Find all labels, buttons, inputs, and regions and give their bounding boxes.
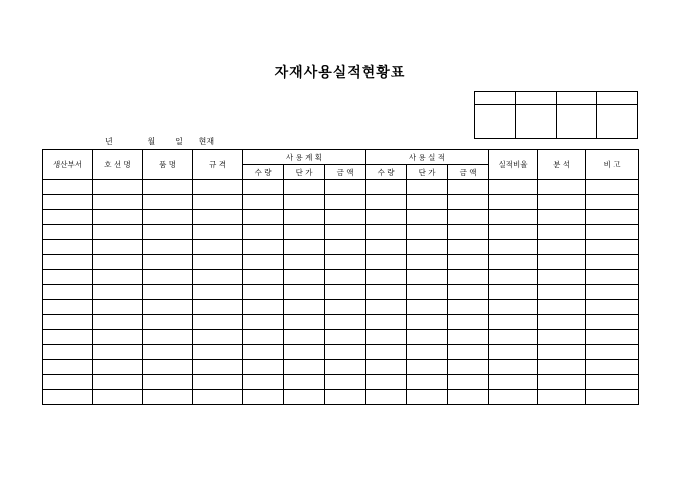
table-cell[interactable] <box>143 255 193 270</box>
table-cell[interactable] <box>325 345 366 360</box>
table-cell[interactable] <box>448 360 489 375</box>
table-row <box>43 255 639 270</box>
table-cell[interactable] <box>366 375 407 390</box>
table-cell[interactable] <box>366 360 407 375</box>
table-cell[interactable] <box>193 180 243 195</box>
table-cell[interactable] <box>325 315 366 330</box>
table-cell[interactable] <box>143 180 193 195</box>
table-cell[interactable] <box>193 360 243 375</box>
table-cell[interactable] <box>284 315 325 330</box>
table-cell[interactable] <box>489 195 538 210</box>
table-cell[interactable] <box>538 210 586 225</box>
table-cell[interactable] <box>538 315 586 330</box>
table-cell[interactable] <box>538 285 586 300</box>
table-cell[interactable] <box>325 375 366 390</box>
table-cell[interactable] <box>243 285 284 300</box>
table-cell[interactable] <box>489 285 538 300</box>
table-cell[interactable] <box>366 330 407 345</box>
table-cell[interactable] <box>538 255 586 270</box>
table-cell[interactable] <box>325 210 366 225</box>
table-cell[interactable] <box>284 375 325 390</box>
subheader-actual-qty: 수 량 <box>366 165 407 180</box>
table-cell[interactable] <box>284 225 325 240</box>
table-cell[interactable] <box>407 315 448 330</box>
table-cell[interactable] <box>448 375 489 390</box>
table-cell[interactable] <box>407 195 448 210</box>
table-cell[interactable] <box>489 360 538 375</box>
table-cell[interactable] <box>193 255 243 270</box>
table-cell[interactable] <box>193 375 243 390</box>
table-cell[interactable] <box>325 285 366 300</box>
table-cell[interactable] <box>366 225 407 240</box>
usage-table <box>42 149 639 405</box>
table-cell[interactable] <box>366 195 407 210</box>
table-cell[interactable] <box>586 180 639 195</box>
table-cell[interactable] <box>93 360 143 375</box>
table-cell[interactable] <box>489 375 538 390</box>
day-label: 일 <box>175 137 183 146</box>
table-cell[interactable] <box>143 270 193 285</box>
table-cell[interactable] <box>143 375 193 390</box>
table-cell[interactable] <box>366 240 407 255</box>
table-cell[interactable] <box>93 210 143 225</box>
table-cell[interactable] <box>93 315 143 330</box>
table-cell[interactable] <box>93 225 143 240</box>
table-cell[interactable] <box>143 390 193 405</box>
table-cell[interactable] <box>325 195 366 210</box>
table-cell[interactable] <box>489 240 538 255</box>
table-cell[interactable] <box>538 240 586 255</box>
table-cell[interactable] <box>489 180 538 195</box>
approval-sign-cell[interactable] <box>597 105 638 139</box>
table-cell[interactable] <box>284 345 325 360</box>
table-cell[interactable] <box>243 210 284 225</box>
table-cell[interactable] <box>407 180 448 195</box>
table-cell[interactable] <box>325 360 366 375</box>
table-cell[interactable] <box>93 390 143 405</box>
table-cell[interactable] <box>586 360 639 375</box>
table-cell[interactable] <box>243 240 284 255</box>
table-cell[interactable] <box>325 270 366 285</box>
table-cell[interactable] <box>284 180 325 195</box>
table-cell[interactable] <box>93 285 143 300</box>
table-cell[interactable] <box>143 300 193 315</box>
table-cell[interactable] <box>407 270 448 285</box>
table-row <box>43 285 639 300</box>
header-remarks: 비 고 <box>586 150 639 180</box>
table-cell[interactable] <box>448 270 489 285</box>
table-cell[interactable] <box>325 240 366 255</box>
table-cell[interactable] <box>586 285 639 300</box>
date-line <box>105 136 214 147</box>
table-cell[interactable] <box>43 285 93 300</box>
table-cell[interactable] <box>407 300 448 315</box>
table-cell[interactable] <box>325 300 366 315</box>
table-cell[interactable] <box>43 360 93 375</box>
table-cell[interactable] <box>586 210 639 225</box>
table-row <box>43 195 639 210</box>
table-cell[interactable] <box>43 255 93 270</box>
table-cell[interactable] <box>43 210 93 225</box>
table-cell[interactable] <box>586 225 639 240</box>
table-cell[interactable] <box>193 315 243 330</box>
table-cell[interactable] <box>43 375 93 390</box>
table-cell[interactable] <box>284 270 325 285</box>
table-cell[interactable] <box>586 300 639 315</box>
table-cell[interactable] <box>489 300 538 315</box>
table-cell[interactable] <box>93 195 143 210</box>
table-cell[interactable] <box>366 270 407 285</box>
table-cell[interactable] <box>586 270 639 285</box>
table-cell[interactable] <box>193 285 243 300</box>
table-cell[interactable] <box>538 375 586 390</box>
table-cell[interactable] <box>489 345 538 360</box>
table-cell[interactable] <box>448 315 489 330</box>
table-cell[interactable] <box>243 300 284 315</box>
table-cell[interactable] <box>284 255 325 270</box>
table-cell[interactable] <box>193 300 243 315</box>
table-cell[interactable] <box>448 390 489 405</box>
approval-header-cell[interactable] <box>597 92 638 105</box>
table-cell[interactable] <box>586 315 639 330</box>
table-cell[interactable] <box>407 240 448 255</box>
table-cell[interactable] <box>407 285 448 300</box>
approval-sign-cell[interactable] <box>515 105 556 139</box>
table-cell[interactable] <box>366 255 407 270</box>
table-cell[interactable] <box>538 360 586 375</box>
table-cell[interactable] <box>366 300 407 315</box>
header-item: 품 명 <box>143 150 193 180</box>
table-cell[interactable] <box>43 390 93 405</box>
approval-header-cell[interactable] <box>475 92 516 105</box>
table-row <box>43 390 639 405</box>
table-row <box>43 375 639 390</box>
table-row <box>43 330 639 345</box>
table-cell[interactable] <box>538 225 586 240</box>
table-cell[interactable] <box>586 195 639 210</box>
table-cell[interactable] <box>143 195 193 210</box>
table-cell[interactable] <box>193 330 243 345</box>
table-cell[interactable] <box>284 300 325 315</box>
table-cell[interactable] <box>366 315 407 330</box>
table-cell[interactable] <box>43 225 93 240</box>
table-cell[interactable] <box>43 345 93 360</box>
table-cell[interactable] <box>538 300 586 315</box>
table-row <box>43 300 639 315</box>
subheader-plan-amount: 금 액 <box>325 165 366 180</box>
table-cell[interactable] <box>489 270 538 285</box>
table-cell[interactable] <box>407 345 448 360</box>
year-label: 년 <box>105 137 113 146</box>
table-cell[interactable] <box>448 240 489 255</box>
table-cell[interactable] <box>243 195 284 210</box>
table-cell[interactable] <box>538 270 586 285</box>
table-cell[interactable] <box>407 375 448 390</box>
table-cell[interactable] <box>325 180 366 195</box>
table-cell[interactable] <box>448 210 489 225</box>
table-cell[interactable] <box>448 180 489 195</box>
current-label: 현재 <box>198 137 215 146</box>
table-row <box>43 345 639 360</box>
table-cell[interactable] <box>193 225 243 240</box>
table-cell[interactable] <box>43 195 93 210</box>
approval-header-cell[interactable] <box>515 92 556 105</box>
table-cell[interactable] <box>43 300 93 315</box>
table-cell[interactable] <box>586 255 639 270</box>
header-analysis: 분 석 <box>538 150 586 180</box>
header-actual: 사 용 실 적 <box>366 150 489 165</box>
table-cell[interactable] <box>243 330 284 345</box>
table-row <box>43 225 639 240</box>
table-cell[interactable] <box>284 195 325 210</box>
table-cell[interactable] <box>243 315 284 330</box>
table-cell[interactable] <box>366 390 407 405</box>
table-cell[interactable] <box>407 360 448 375</box>
table-cell[interactable] <box>489 255 538 270</box>
table-cell[interactable] <box>586 375 639 390</box>
table-cell[interactable] <box>407 255 448 270</box>
table-cell[interactable] <box>43 330 93 345</box>
table-cell[interactable] <box>586 240 639 255</box>
table-cell[interactable] <box>43 180 93 195</box>
table-cell[interactable] <box>243 270 284 285</box>
header-ratio: 실적비율 <box>489 150 538 180</box>
table-cell[interactable] <box>93 330 143 345</box>
table-cell[interactable] <box>448 300 489 315</box>
header-spec: 규 격 <box>193 150 243 180</box>
table-cell[interactable] <box>284 210 325 225</box>
table-cell[interactable] <box>538 345 586 360</box>
table-cell[interactable] <box>93 345 143 360</box>
table-cell[interactable] <box>366 345 407 360</box>
table-cell[interactable] <box>193 195 243 210</box>
table-row <box>43 360 639 375</box>
table-cell[interactable] <box>143 285 193 300</box>
month-label: 월 <box>147 137 156 146</box>
table-cell[interactable] <box>193 390 243 405</box>
table-cell[interactable] <box>93 180 143 195</box>
table-cell[interactable] <box>284 390 325 405</box>
table-cell[interactable] <box>407 210 448 225</box>
table-cell[interactable] <box>143 210 193 225</box>
table-cell[interactable] <box>243 345 284 360</box>
table-cell[interactable] <box>193 240 243 255</box>
table-cell[interactable] <box>243 360 284 375</box>
subheader-plan-price: 단 가 <box>284 165 325 180</box>
header-dept: 생산부서 <box>43 150 93 180</box>
approval-sign-cell[interactable] <box>556 105 597 139</box>
table-cell[interactable] <box>366 210 407 225</box>
table-row <box>43 180 639 195</box>
table-cell[interactable] <box>143 315 193 330</box>
table-row <box>43 315 639 330</box>
table-cell[interactable] <box>143 225 193 240</box>
table-cell[interactable] <box>489 390 538 405</box>
table-cell[interactable] <box>448 255 489 270</box>
table-cell[interactable] <box>407 225 448 240</box>
table-cell[interactable] <box>93 270 143 285</box>
table-cell[interactable] <box>284 330 325 345</box>
table-row <box>43 270 639 285</box>
table-cell[interactable] <box>325 330 366 345</box>
approval-sign-cell[interactable] <box>475 105 516 139</box>
approval-box <box>474 91 638 139</box>
table-cell[interactable] <box>448 330 489 345</box>
table-cell[interactable] <box>448 345 489 360</box>
page-title: 자재사용실적현황표 <box>274 65 406 81</box>
table-cell[interactable] <box>366 180 407 195</box>
table-cell[interactable] <box>243 375 284 390</box>
table-cell[interactable] <box>93 375 143 390</box>
table-row <box>43 240 639 255</box>
table-cell[interactable] <box>407 390 448 405</box>
table-cell[interactable] <box>325 390 366 405</box>
table-cell[interactable] <box>243 390 284 405</box>
table-cell[interactable] <box>284 285 325 300</box>
table-cell[interactable] <box>43 315 93 330</box>
table-cell[interactable] <box>93 255 143 270</box>
table-cell[interactable] <box>586 330 639 345</box>
table-cell[interactable] <box>193 345 243 360</box>
table-row <box>43 210 639 225</box>
header-plan: 사 용 계 획 <box>243 150 366 165</box>
table-cell[interactable] <box>366 285 407 300</box>
subheader-actual-amount: 금 액 <box>448 165 489 180</box>
table-cell[interactable] <box>243 255 284 270</box>
table-cell[interactable] <box>143 330 193 345</box>
table-cell[interactable] <box>448 225 489 240</box>
header-line: 호 선 명 <box>93 150 143 180</box>
table-cell[interactable] <box>193 210 243 225</box>
table-cell[interactable] <box>193 270 243 285</box>
table-cell[interactable] <box>143 360 193 375</box>
table-cell[interactable] <box>325 255 366 270</box>
subheader-actual-price: 단 가 <box>407 165 448 180</box>
table-cell[interactable] <box>243 225 284 240</box>
table-cell[interactable] <box>43 240 93 255</box>
table-cell[interactable] <box>143 345 193 360</box>
approval-header-cell[interactable] <box>556 92 597 105</box>
subheader-plan-qty: 수 량 <box>243 165 284 180</box>
table-cell[interactable] <box>93 300 143 315</box>
table-cell[interactable] <box>538 390 586 405</box>
table-cell[interactable] <box>243 180 284 195</box>
table-cell[interactable] <box>489 315 538 330</box>
table-cell[interactable] <box>93 240 143 255</box>
table-cell[interactable] <box>586 345 639 360</box>
table-cell[interactable] <box>143 240 193 255</box>
table-cell[interactable] <box>489 225 538 240</box>
table-cell[interactable] <box>325 225 366 240</box>
table-cell[interactable] <box>538 180 586 195</box>
table-cell[interactable] <box>448 285 489 300</box>
table-cell[interactable] <box>284 240 325 255</box>
table-cell[interactable] <box>284 360 325 375</box>
table-cell[interactable] <box>448 195 489 210</box>
table-cell[interactable] <box>407 330 448 345</box>
table-cell[interactable] <box>489 330 538 345</box>
table-cell[interactable] <box>43 270 93 285</box>
table-cell[interactable] <box>538 330 586 345</box>
table-cell[interactable] <box>489 210 538 225</box>
table-cell[interactable] <box>538 195 586 210</box>
table-cell[interactable] <box>586 390 639 405</box>
